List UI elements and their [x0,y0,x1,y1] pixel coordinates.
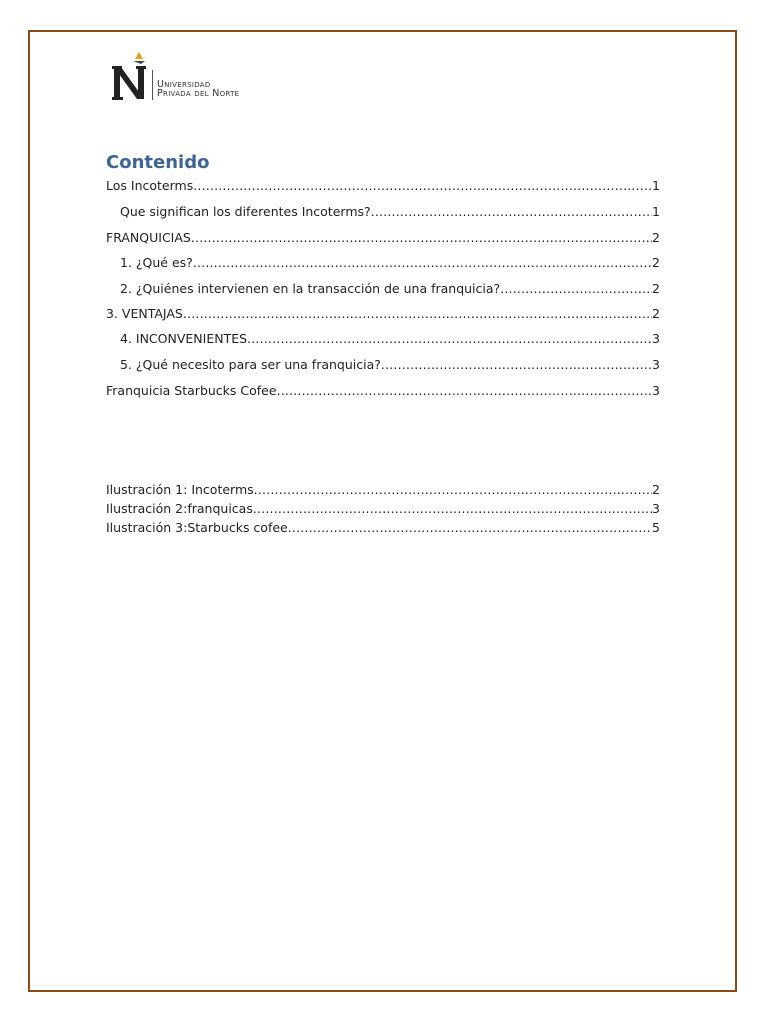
toc-leader-dots [191,230,652,246]
toc-leader-dots [193,178,652,194]
figure-entry-label: Ilustración 2:franquicas [106,501,253,516]
toc-leader-dots [371,204,652,220]
figure-leader-dots [253,501,652,517]
toc-entry-label: FRANQUICIAS [106,230,191,245]
logo-text [157,80,239,98]
toc-entry-inconvenientes[interactable] [120,331,660,347]
toc-entry-que-necesito[interactable] [120,357,660,373]
toc-leader-dots [193,255,652,271]
toc-entry-ventajas[interactable] [106,306,660,322]
logo-line-1: Universidad [157,79,211,90]
logo-divider [152,70,153,100]
logo-n-mark-icon [112,52,148,102]
toc-entry-label: 4. INCONVENIENTES [120,331,248,346]
toc-entry-page: 3 [652,357,660,372]
figure-entry-starbucks[interactable] [106,520,660,536]
figure-entry-page: 2 [652,482,660,497]
toc-entry-page: 2 [652,281,660,296]
toc-entry-page: 1 [652,178,660,193]
toc-leader-dots [381,357,652,373]
figure-entry-franquicas[interactable] [106,501,660,517]
toc-entry-label: Franquicia Starbucks Cofee [106,383,277,398]
toc-entry-quienes-intervienen[interactable] [120,281,660,297]
university-logo [112,52,282,104]
toc-entry-label: 3. VENTAJAS [106,306,183,321]
toc-entry-label: 2. ¿Quiénes intervienen en la transacción de una franquicia? [120,281,501,296]
figure-entry-label: Ilustración 1: Incoterms [106,482,254,497]
toc-leader-dots [500,281,652,297]
figure-leader-dots [288,520,652,536]
toc-entry-label: Que significan los diferentes Incoterms? [120,204,371,219]
toc-entry-page: 2 [652,230,660,245]
figure-entry-incoterms[interactable] [106,482,660,498]
figure-entry-page: 5 [652,520,660,535]
toc-entry-significado-incoterms[interactable] [120,204,660,220]
toc-entry-starbucks[interactable] [106,383,660,399]
logo-line-2: Privada del Norte [157,88,240,99]
toc-entry-los-incoterms[interactable] [106,178,660,194]
toc-entry-franquicias[interactable] [106,230,660,246]
toc-leader-dots [247,331,652,347]
toc-entry-page: 1 [652,204,660,219]
toc-entry-label: Los Incoterms [106,178,194,193]
figure-entry-label: Ilustración 3:Starbucks cofee [106,520,288,535]
figure-entry-page: 3 [652,501,660,516]
toc-entry-page: 3 [652,331,660,346]
toc-entry-que-es[interactable] [120,255,660,271]
toc-entry-label: 5. ¿Qué necesito para ser una franquicia? [120,357,381,372]
toc-entry-page: 3 [652,383,660,398]
toc-entry-page: 2 [652,255,660,270]
toc-leader-dots [183,306,652,322]
figure-leader-dots [254,482,652,498]
toc-leader-dots [277,383,652,399]
toc-entry-label: 1. ¿Qué es? [120,255,193,270]
toc-entry-page: 2 [652,306,660,321]
toc-heading: Contenido [106,152,210,173]
